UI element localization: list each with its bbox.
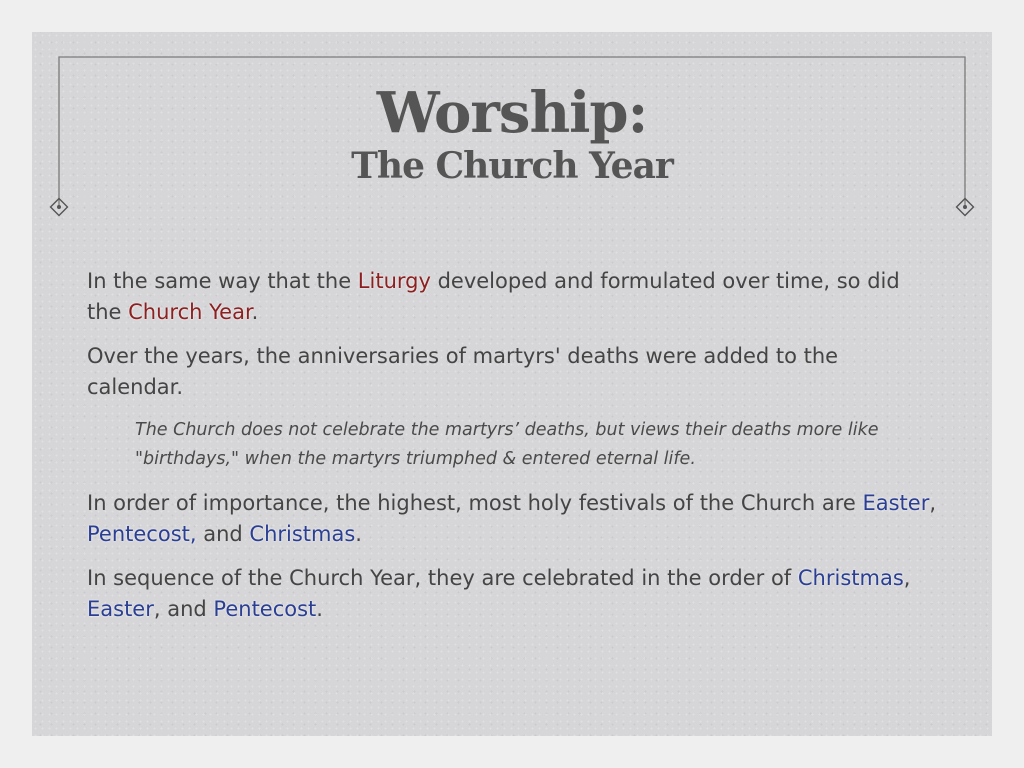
text-segment: and	[196, 522, 250, 546]
highlight-christmas: Christmas	[797, 566, 904, 590]
highlight-pentecost: Pentecost,	[87, 522, 197, 546]
quote-birthdays: The Church does not celebrate the martyrs’ deaths, but views their deaths more like "birthdays," when the martyrs triumphed & entered eternal life.	[135, 420, 879, 469]
text-segment: ,	[929, 491, 937, 515]
text-segment: In order of importance, the highest, most holy festivals of the Church are	[87, 491, 863, 515]
highlight-christmas: Christmas	[249, 522, 356, 546]
left-ornament-icon	[51, 199, 68, 216]
paragraph-martyrs: Over the years, the anniversaries of martyrs' deaths were added to the calendar.	[87, 344, 839, 399]
highlight-liturgy: Liturgy	[357, 269, 431, 293]
text-segment: In the same way that the	[87, 269, 358, 293]
paragraph-importance	[87, 488, 937, 550]
highlight-easter: Easter	[862, 491, 930, 515]
paragraph-liturgy	[87, 266, 937, 328]
text-segment: .	[355, 522, 362, 546]
text-segment: .	[251, 300, 259, 324]
title-block	[132, 82, 892, 188]
right-ornament-icon	[957, 199, 974, 216]
text-segment: ,	[903, 566, 911, 590]
slide-body	[87, 266, 937, 638]
slide-subtitle: The Church Year	[351, 145, 673, 187]
text-segment: .	[316, 597, 323, 621]
text-segment: In sequence of the Church Year, they are celebrated in the order of	[87, 566, 798, 590]
paragraph-sequence	[87, 563, 937, 625]
text-segment: developed and formulated over time, so did the	[87, 269, 900, 324]
slide-title: Worship:	[376, 80, 648, 146]
highlight-pentecost: Pentecost	[213, 597, 317, 621]
highlight-church-year: Church Year	[128, 300, 252, 324]
highlight-easter: Easter	[87, 597, 154, 621]
text-segment: , and	[153, 597, 214, 621]
slide	[32, 32, 992, 736]
